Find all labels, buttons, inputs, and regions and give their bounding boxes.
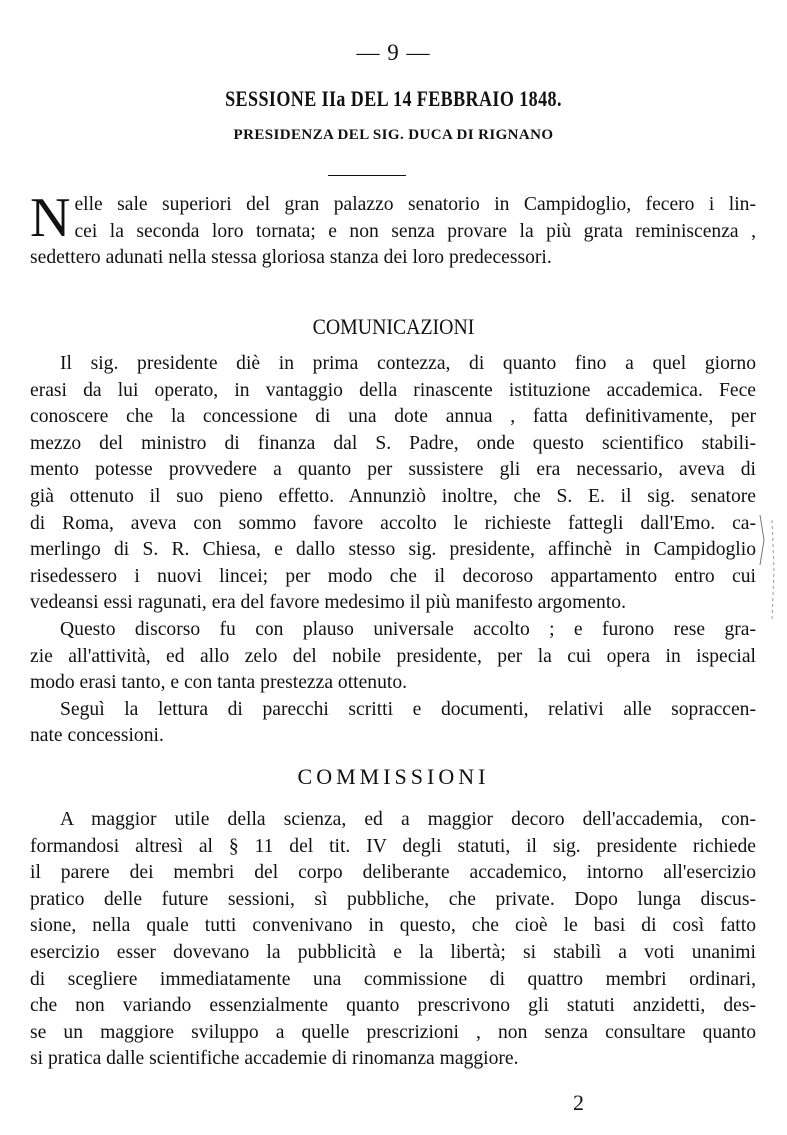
title-rule <box>328 175 406 176</box>
presidency-line: PRESIDENZA DEL SIG. DUCA DI RIGNANO <box>233 127 554 143</box>
text-line: di Roma, aveva con sommo favore accolto le richieste fattegli dall'Emo. ca- <box>30 512 756 534</box>
page-number: — 9 — <box>356 40 431 65</box>
text-line: vedeansi essi ragunati, era del favore medesimo il più manifesto argomento. <box>30 592 626 614</box>
text-line: se un maggiore sviluppo a quelle prescrizioni , non senza consultare quanto <box>30 1021 756 1043</box>
text-line: zie all'attività, ed allo zelo del nobile presidente, per la cui opera in ispecial <box>30 645 756 667</box>
text-line: mento potesse provvedere a quanto per sussistere gli era necessario, aveva di <box>30 459 756 481</box>
text-line: Questo discorso fu con plauso universale accolto ; e furono rese gra- <box>60 618 756 640</box>
margin-marks-decoration <box>754 510 784 630</box>
text-line: A maggior utile della scienza, ed a maggior decoro dell'accademia, con- <box>60 809 756 830</box>
comunicazioni-body <box>30 351 756 750</box>
text-line: esercizio esser dovevano la pubblicità e la libertà; si stabilì a voti unanimi <box>30 941 756 963</box>
text-line: pratico delle future sessioni, sì pubbliche, che private. Dopo lunga discus- <box>30 888 756 910</box>
text-line: merlingo di S. R. Chiesa, e dallo stesso sig. presidente, affinchè in Campidoglio <box>30 539 756 561</box>
intro-line: cei la seconda loro tornata; e non senza provare la più grata reminiscenza , <box>74 220 756 242</box>
intro-paragraph <box>30 187 756 272</box>
text-line: Il sig. presidente diè in prima contezza, di quanto fino a quel giorno <box>60 353 756 374</box>
text-line: erasi da lui operato, in vantaggio della rinascente istituzione accademica. Fece <box>30 379 756 401</box>
text-line: Seguì la lettura di parecchi scritti e documenti, relativi alle sopraccen- <box>60 698 756 720</box>
text-line: risedessero i nuovi lincei; per modo che il decoroso appartamento entro cui <box>30 565 756 587</box>
text-line: conoscere che la concessione di una dote annua , fatta definitivamente, per <box>30 406 756 428</box>
text-line: di scegliere immediatamente una commissione di quattro membri ordinari, <box>30 968 756 990</box>
text-line: nate concessioni. <box>30 725 164 747</box>
text-line: sione, nella quale tutti convenivano in questo, che cioè le basi di così fatto <box>30 915 756 937</box>
drop-cap: N <box>30 187 71 249</box>
text-line: che non variando essenzialmente quanto prescrivono gli statuti anzidetti, des- <box>30 995 756 1017</box>
heading-comunicazioni: COMUNICAZIONI <box>312 314 475 339</box>
session-title: SESSIONE IIa DEL 14 FEBBRAIO 1848. <box>225 86 562 111</box>
commissioni-body <box>30 807 756 1073</box>
text-line: il parere dei membri del corpo deliberante accademico, intorno all'esercizio <box>30 862 756 884</box>
text-line: mezzo del ministro di finanza dal S. Padre, onde questo scientifico stabili- <box>30 432 756 454</box>
text-line: formandosi altresì al § 11 del tit. IV degli statuti, il sig. presidente richiede <box>30 835 756 857</box>
intro-line: elle sale superiori del gran palazzo senatorio in Campidoglio, fecero i lin- <box>74 194 756 215</box>
text-line: già ottenuto il suo pieno effetto. Annunziò inoltre, che S. E. il sig. senatore <box>30 485 756 507</box>
heading-commissioni: COMMISSIONI <box>297 764 490 789</box>
intro-line: sedettero adunati nella stessa gloriosa stanza dei loro predecessori. <box>30 247 552 269</box>
signature-mark: 2 <box>573 1090 584 1115</box>
text-line: modo erasi tanto, e con tanta prestezza ottenuto. <box>30 672 408 694</box>
text-line: si pratica dalle scientifiche accademie di rinomanza maggiore. <box>30 1048 519 1070</box>
